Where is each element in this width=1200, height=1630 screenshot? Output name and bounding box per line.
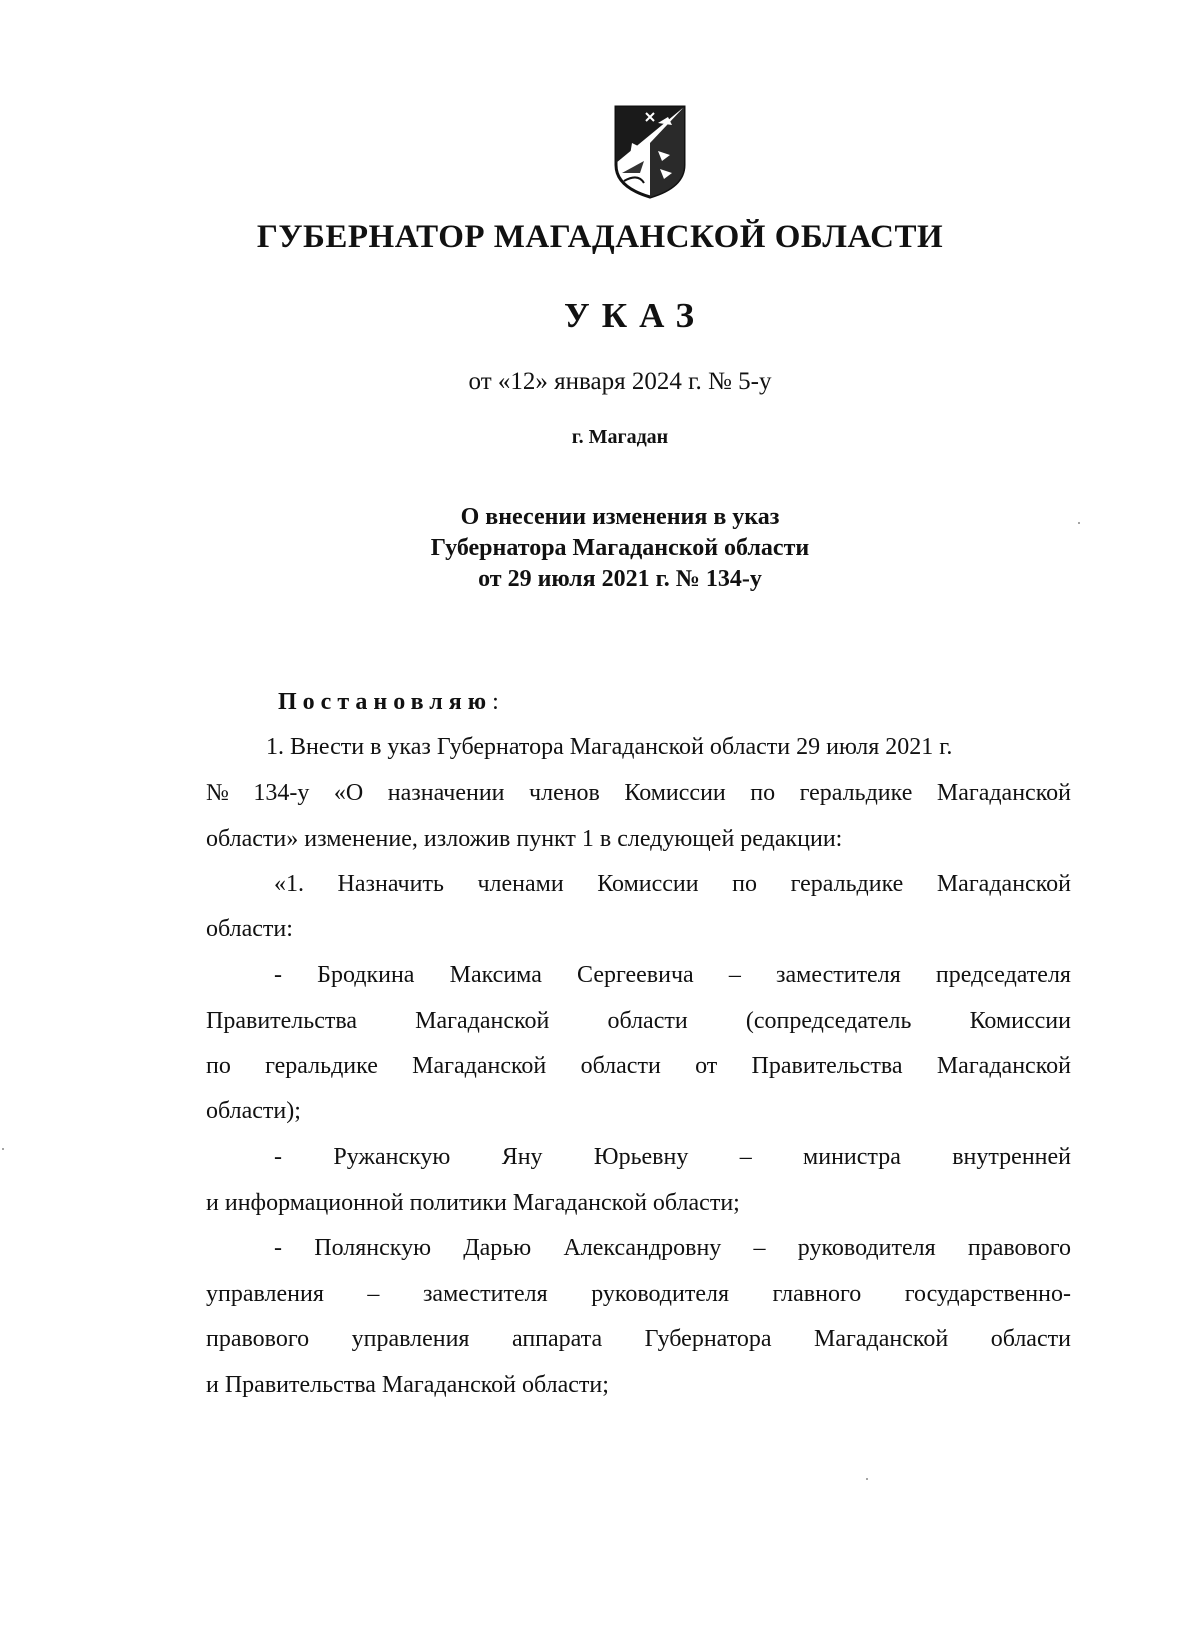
document-subject: [0, 502, 1200, 595]
word: внутренней: [952, 1144, 1071, 1170]
document-type: УКАЗ: [564, 296, 706, 335]
paragraph-line: [274, 869, 1071, 899]
paragraph-line: области:: [206, 916, 293, 942]
subject-line: от 29 июля 2021 г. № 134-у: [478, 566, 762, 592]
word: по: [750, 780, 776, 806]
word: –: [728, 962, 741, 988]
subject-line: О внесении изменения в указ: [460, 504, 780, 530]
word: Яну: [501, 1144, 543, 1170]
word: области: [990, 1326, 1071, 1352]
decree-heading: [278, 689, 499, 716]
paragraph-line: [274, 1142, 1071, 1172]
word: -: [274, 1235, 282, 1261]
word: Магаданской: [814, 1326, 949, 1352]
word: Магаданской: [936, 780, 1071, 806]
scan-speck: [866, 1478, 868, 1480]
paragraph-line: [274, 1233, 1071, 1263]
word: Александровну: [563, 1235, 722, 1261]
word: председателя: [935, 962, 1071, 988]
word: 134-у: [253, 780, 310, 806]
word: заместителя: [776, 962, 901, 988]
word: Магаданской: [415, 1008, 550, 1034]
word: министра: [803, 1144, 901, 1170]
paragraph-line: 1. Внести в указ Губернатора Магаданской области 29 июля 2021 г.: [266, 734, 953, 760]
word: руководителя: [797, 1235, 936, 1261]
coat-of-arms-icon: [610, 103, 690, 199]
paragraph-line: и Правительства Магаданской области;: [206, 1372, 609, 1398]
word: –: [753, 1235, 766, 1261]
scan-speck: [2, 1148, 4, 1150]
organization-title: ГУБЕРНАТОР МАГАДАНСКОЙ ОБЛАСТИ: [256, 219, 944, 255]
word: области: [607, 1008, 688, 1034]
paragraph-line: [206, 1279, 1071, 1309]
word: «1.: [274, 871, 304, 897]
paragraph-line: [274, 960, 1071, 990]
word: Максима: [449, 962, 542, 988]
word: управления: [351, 1326, 470, 1352]
paragraph-line: [206, 1051, 1071, 1081]
word: Губернатора: [644, 1326, 772, 1352]
paragraph-line: области);: [206, 1098, 301, 1124]
document-date-number: от «12» января 2024 г. № 5-у: [468, 368, 772, 395]
word: геральдике: [265, 1053, 378, 1079]
word: -: [274, 962, 282, 988]
word: №: [206, 780, 229, 806]
word: –: [367, 1281, 380, 1307]
word: правового: [206, 1326, 310, 1352]
word: государственно-: [904, 1281, 1071, 1307]
word: -: [274, 1144, 282, 1170]
word: Юрьевну: [593, 1144, 689, 1170]
paragraph-line: и информационной политики Магаданской области;: [206, 1190, 740, 1216]
document-city: г. Магадан: [571, 426, 669, 448]
word: управления: [206, 1281, 324, 1307]
word: Комиссии: [624, 780, 726, 806]
word: Дарью: [463, 1235, 532, 1261]
word: Магаданской: [936, 871, 1071, 897]
word: геральдике: [790, 871, 904, 897]
word: Ружанскую: [333, 1144, 451, 1170]
paragraph-line: [206, 1006, 1071, 1036]
word: главного: [772, 1281, 862, 1307]
subject-line: Губернатора Магаданской области: [430, 535, 810, 561]
word: заместителя: [422, 1281, 548, 1307]
word: Правительства: [206, 1008, 358, 1034]
word: аппарата: [511, 1326, 603, 1352]
decree-colon: :: [492, 689, 499, 715]
word: правового: [967, 1235, 1071, 1261]
word: по: [206, 1053, 231, 1079]
word: Комиссии: [969, 1008, 1071, 1034]
word: Бродкина: [317, 962, 415, 988]
word: –: [739, 1144, 752, 1170]
scan-speck: [1078, 522, 1080, 524]
paragraph-line: [206, 778, 1071, 808]
word: Назначить: [337, 871, 444, 897]
word: Магаданской: [412, 1053, 547, 1079]
word: руководителя: [591, 1281, 729, 1307]
word: членов: [529, 780, 600, 806]
word: Комиссии: [597, 871, 699, 897]
word: Полянскую: [314, 1235, 432, 1261]
word: от: [695, 1053, 718, 1079]
decree-word: Постановляю: [278, 689, 493, 715]
word: (сопредседатель: [745, 1008, 912, 1034]
paragraph-line: области» изменение, изложив пункт 1 в следующей редакции:: [206, 826, 843, 852]
word: Правительства: [751, 1053, 903, 1079]
paragraph-line: [206, 1324, 1071, 1354]
word: Магаданской: [936, 1053, 1071, 1079]
word: назначении: [387, 780, 505, 806]
word: по: [732, 871, 758, 897]
word: членами: [477, 871, 564, 897]
word: области: [580, 1053, 661, 1079]
word: Сергеевича: [577, 962, 694, 988]
word: «О: [333, 780, 364, 806]
word: геральдике: [799, 780, 913, 806]
